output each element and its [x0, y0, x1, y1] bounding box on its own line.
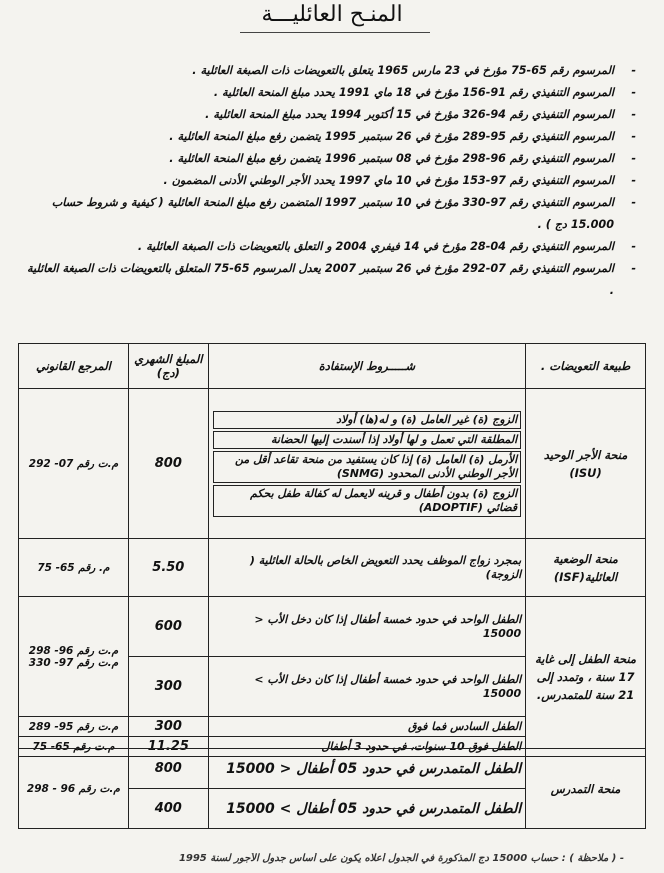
amount-child-4: 11.25	[128, 737, 208, 757]
condition-child-4: الطفل فوق 10 سنوات، في حدود 3 أطفال	[208, 737, 525, 757]
amount-isf: 5.50	[128, 539, 208, 597]
condition-isf: بمجرد زواج الموظف يحدد التعويض الخاص بالحالة العائلية ( الزوجة)	[208, 539, 525, 597]
decree-item: - المرسوم التنفيذي رقم 97-153 مؤرخ في 10 ماي 1997 يحدد الأجر الوطني الأدنى المضمون .	[163, 174, 636, 187]
nature-isu: منحة الأجر الوحيد (ISU)	[526, 389, 646, 539]
reference-isf: م. رقم 65- 75	[19, 539, 129, 597]
footnote: - ( ملاحظة ) : حساب 15000 دج المذكورة في الجدول أعلاه يكون على أساس جدول الأجور لسنة 1995	[178, 853, 624, 864]
nature-children: منحة الطفل إلى غاية 17 سنة ، وتمدد إلى 21 سنة للمتمدرس.	[526, 597, 646, 757]
table-row-isu	[19, 389, 646, 539]
decree-list	[26, 60, 636, 302]
amount-child-2: 300	[128, 657, 208, 717]
reference-child-1-2: م.ت رقم 96- 298 م.ت رقم 97- 330	[19, 597, 129, 717]
amount-child-1: 600	[128, 597, 208, 657]
reference-child-4: م.ت رقم 65- 75	[19, 737, 129, 757]
condition-child-2: الطفل الواحد في حدود خمسة أطفال إذا كان دخل الأب > 15000	[208, 657, 525, 717]
header-reference: المرجع القانوني	[19, 344, 129, 389]
amount-schooling-1: 800	[128, 749, 208, 789]
reference-child-3: م.ت رقم 95- 289	[19, 717, 129, 737]
condition-item: الزوج (ة) غير العامل (ة) و له(ها) أولاد	[213, 411, 521, 429]
header-nature: طبيعة التعويضات .	[526, 344, 646, 389]
header-amount: المبلغ الشهري (دج)	[128, 344, 208, 389]
page-title: المنـح العائليـــة	[261, 2, 403, 27]
decree-item: - المرسوم التنفيذي رقم 91-156 مؤرخ في 18 ماي 1991 يحدد مبلغ المنحة العائلية .	[213, 86, 636, 99]
decree-item: - المرسوم التنفيذي رقم 94-326 مؤرخ في 15 أكتوبر 1994 يحدد مبلغ المنحة العائلية .	[205, 108, 636, 121]
schooling-row-1	[19, 749, 646, 789]
allowances-table	[18, 343, 646, 757]
table-row-isf	[19, 539, 646, 597]
header-conditions: شـــــروط الإستفادة	[208, 344, 525, 389]
condition-child-1: الطفل الواحد في حدود خمسة أطفال إذا كان دخل الأب < 15000	[208, 597, 525, 657]
condition-item: الزوج (ة) بدون أطفال و قرينه لايعمل له كفالة طفل بحكم قضائي (ADOPTIF)	[213, 485, 521, 517]
conditions-isu	[208, 389, 525, 539]
decree-item: - المرسوم التنفيذي رقم 97-330 مؤرخ في 10 سبتمبر 1997 المتضمن رفع مبلغ المنحة العائلية ( كيفية و شروط حساب 15.000 دج ) .	[51, 196, 636, 231]
reference-isu: م.ت رقم 07- 292	[19, 389, 129, 539]
decree-item: - المرسوم رقم 65-75 مؤرخ في 23 مارس 1965 يتعلق بالتعويضات ذات الصبغة العائلية .	[192, 64, 636, 77]
table-header-row	[19, 344, 646, 389]
schooling-table	[18, 748, 646, 829]
condition-child-3: الطفل السادس فما فوق	[208, 717, 525, 737]
reference-schooling: م.ت رقم 96 - 298	[19, 749, 129, 829]
nature-schooling: منحة التمدرس	[526, 749, 646, 829]
decree-item: - المرسوم التنفيذي رقم 07-292 مؤرخ في 26 سبتمبر 2007 يعدل المرسوم 65-75 المتعلق بالتعويضات ذات الصبغة العائلية .	[27, 262, 636, 297]
decree-item: - المرسوم التنفيذي رقم 95-289 مؤرخ في 26 سبتمبر 1995 يتضمن رفع مبلغ المنحة العائلية .	[169, 130, 636, 143]
decree-item: - المرسوم التنفيذي رقم 04-28 مؤرخ في 14 فيفري 2004 و التعلق بالتعويضات ذات الصبغة العائلية .	[137, 240, 636, 253]
amount-isu: 800	[128, 389, 208, 539]
amount-schooling-2: 400	[128, 789, 208, 829]
condition-item: الأرمل (ة) العامل (ة) إذا كان يستفيد من منحة تقاعد أقل من الأجر الوطني الأدنى المحدود (SNMG)	[213, 451, 521, 483]
condition-item: المطلقة التي تعمل و لها أولاد إذا أسندت إليها الحضانة	[213, 431, 521, 449]
amount-child-3: 300	[128, 717, 208, 737]
condition-schooling-2: الطفل المتمدرس في حدود 05 أطفال > 15000	[208, 789, 525, 829]
condition-schooling-1: الطفل المتمدرس في حدود 05 أطفال < 15000	[208, 749, 525, 789]
title-underline	[240, 32, 430, 33]
table-row-child-1	[19, 597, 646, 657]
decree-item: - المرسوم التنفيذي رقم 96-298 مؤرخ في 08 سبتمبر 1996 يتضمن رفع مبلغ المنحة العائلية .	[169, 152, 636, 165]
nature-isf: منحة الوضعية العائلية(ISF)	[526, 539, 646, 597]
